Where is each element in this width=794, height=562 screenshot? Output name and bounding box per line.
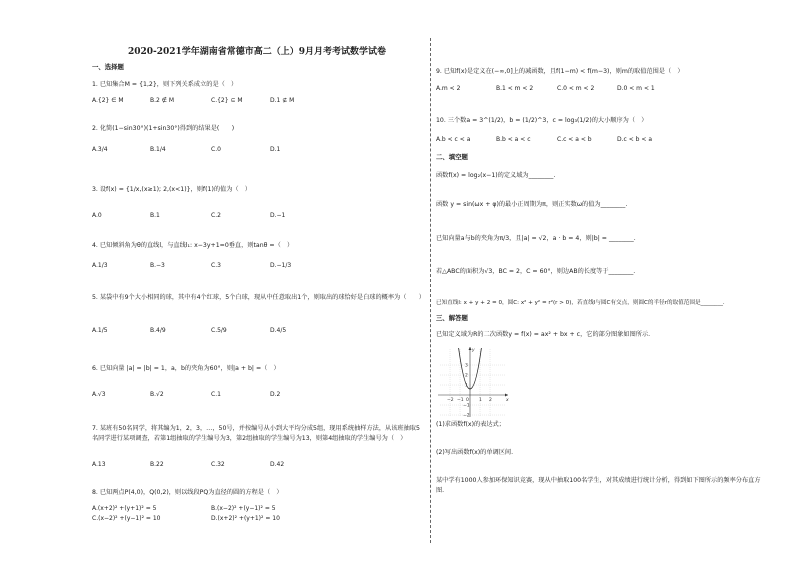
q5-option-b: B.4/9: [150, 327, 166, 334]
section-fill-heading: 二、填空题: [436, 153, 468, 161]
question-2-stem: 2. 化简(1−sin30°)(1+sin30°)得到的结果是( ): [92, 125, 235, 132]
q1-option-d: D.1 ⊈ M: [270, 97, 295, 104]
fill-question-4: 若△ABC的面积为√3，BC = 2，C = 60°，则边AB的长度等于________.: [436, 268, 636, 275]
q9-option-b: B.1 < m < 2: [496, 85, 534, 92]
x-tick--1: −1: [457, 398, 464, 403]
section-solve-heading: 三、解答题: [436, 314, 468, 322]
q10-option-c: C.c < a < b: [557, 136, 592, 143]
q1-option-a: A.{2} ∈ M: [92, 97, 124, 104]
question-5-stem: 5. 某袋中有9个大小相同的球，其中有4个红球，5个白球，现从中任意取出1个，则取出的球恰好是白球的概率为（ ）: [92, 294, 425, 301]
y-tick-1: 1: [465, 383, 468, 389]
x-tick--2: −2: [447, 398, 454, 403]
q8-option-b: B.(x−2)² +(y−1)² = 5: [211, 505, 276, 512]
question-4-stem: 4. 已知倾斜角为θ的直线l，与直线l₁: x−3y+1=0垂直，则tanθ =（ ）: [92, 242, 294, 249]
q10-option-b: B.b < a < c: [496, 136, 531, 143]
question-1-stem: 1. 已知集合M = {1,2}，则下列关系成立的是（ ）: [92, 81, 238, 88]
q9-option-d: D.0 < m < 1: [617, 85, 655, 92]
q6-option-b: B.√2: [150, 391, 164, 398]
q4-option-c: C.3: [211, 262, 221, 269]
q5-option-d: D.4/5: [270, 327, 287, 334]
solve-question-1-part-2: (2)写出函数f(x)的单调区间.: [436, 449, 514, 456]
q8-option-d: D.(x+2)² +(y+1)² = 10: [211, 515, 280, 522]
fill-question-3: 已知向量a与b的夹角为π/3，且|a| = √2，a · b = 4，则|b| = ________.: [436, 235, 636, 242]
section-choice-heading: 一、选择题: [92, 63, 124, 71]
quadratic-graph: [436, 345, 510, 417]
q3-option-b: B.1: [150, 212, 160, 219]
fill-question-2: 函数 y = sin(ωx + φ)的最小正周期为π，则正实数ω的值为________.: [436, 201, 628, 208]
y-tick-2: 2: [465, 373, 468, 379]
q7-option-a: A.13: [92, 461, 106, 468]
q4-option-a: A.1/3: [92, 262, 108, 269]
x-tick-1: 1: [479, 398, 482, 403]
q6-option-c: C.1: [211, 391, 221, 398]
y-tick--1: −1: [463, 403, 470, 409]
q5-option-a: A.1/5: [92, 327, 108, 334]
q3-option-c: C.2: [211, 212, 221, 219]
q4-option-b: B.−3: [150, 262, 165, 269]
q7-option-d: D.42: [270, 461, 285, 468]
q8-option-c: C.(x−2)² +(y−1)² = 10: [92, 515, 161, 522]
q2-option-a: A.3/4: [92, 146, 108, 153]
y-tick-3: 3: [465, 363, 468, 369]
question-6-stem: 6. 已知向量 |a| = |b| = 1，a，b的夹角为60°，则|a + b| =（ ）: [92, 365, 280, 372]
q8-option-a: A.(x+2)² +(y+1)² = 5: [92, 505, 157, 512]
question-10-stem: 10. 三个数a = 3^(1/2)，b = (1/2)^3，c = log₃(1/2)的大小顺序为（ ）: [436, 117, 648, 124]
fill-question-5: 已知直线l: x + y + 2 = 0，圆C: x² + y² = r²(r > 0)，若直线l与圆C有交点，则圆C的半径r的取值范围是________.: [436, 300, 725, 306]
q5-option-c: C.5/9: [211, 327, 227, 334]
q1-option-c: C.{2} ⊆ M: [211, 97, 243, 104]
x-tick-2: 2: [489, 398, 492, 403]
q7-option-c: C.32: [211, 461, 225, 468]
x-axis-arrow: [505, 394, 508, 397]
solve-question-1-part-1: (1)求函数f(x)的表达式；: [436, 421, 505, 428]
q6-option-a: A.√3: [92, 391, 106, 398]
q4-option-d: D.−1/3: [270, 262, 292, 269]
q3-option-d: D.−1: [270, 212, 286, 219]
q3-option-a: A.0: [92, 212, 102, 219]
q1-option-b: B.2 ∉ M: [150, 97, 175, 104]
question-9-stem: 9. 已知f(x)是定义在(−∞,0]上的减函数，且f(1−m) < f(m−3)，则m的取值范围是（ ）: [436, 68, 684, 75]
y-tick--2: −2: [463, 413, 470, 417]
q2-option-d: D.1: [270, 146, 281, 153]
y-axis-label: y: [472, 348, 475, 353]
q7-option-b: B.22: [150, 461, 164, 468]
column-divider: [430, 38, 431, 543]
q9-option-a: A.m < 2: [436, 85, 461, 92]
q2-option-b: B.1/4: [150, 146, 166, 153]
question-8-stem: 8. 已知两点P(4,0)，Q(0,2)，则以线段PQ为直径的圆的方程是（ ）: [92, 489, 283, 496]
solve-question-2-stem: 某中学有1000人参加环保知识竞赛，现从中抽取100名学生，对其成绩进行统计分析，得到如下图所示的频率分布直方图.: [436, 477, 761, 494]
page-title: 2020-2021学年湖南省常德市高二（上）9月月考考试数学试卷: [127, 47, 387, 57]
question-3-stem: 3. 设f(x) = {1/x,(x≥1); 2,(x<1)}，则f(1)的值为（ ）: [92, 186, 251, 193]
q9-option-c: C.0 < m < 2: [557, 85, 595, 92]
solve-question-1-stem: 已知定义域为R的二次函数y = f(x) = ax² + bx + c，它的部分图象如图所示.: [436, 331, 651, 338]
x-axis-label: x: [506, 398, 509, 403]
x-tick-0: 0: [466, 398, 469, 403]
fill-question-1: 函数f(x) = log₂(x−1)的定义域为________.: [436, 172, 556, 179]
q10-option-a: A.b < c < a: [436, 136, 471, 143]
q2-option-c: C.0: [211, 146, 221, 153]
q6-option-d: D.2: [270, 391, 281, 398]
question-7-stem: 7. 某班有50名同学，将其编为1，2，3，…，50号，并按编号从小到大平均分成5组，现用系统抽样方法，从该班抽取5名同学进行某项调查，若第1组抽取的学生编号为3，第2组抽取的学生编号为13，则第4组抽取的学生编号为（ ）: [92, 425, 420, 442]
q10-option-d: D.c < b < a: [617, 136, 652, 143]
